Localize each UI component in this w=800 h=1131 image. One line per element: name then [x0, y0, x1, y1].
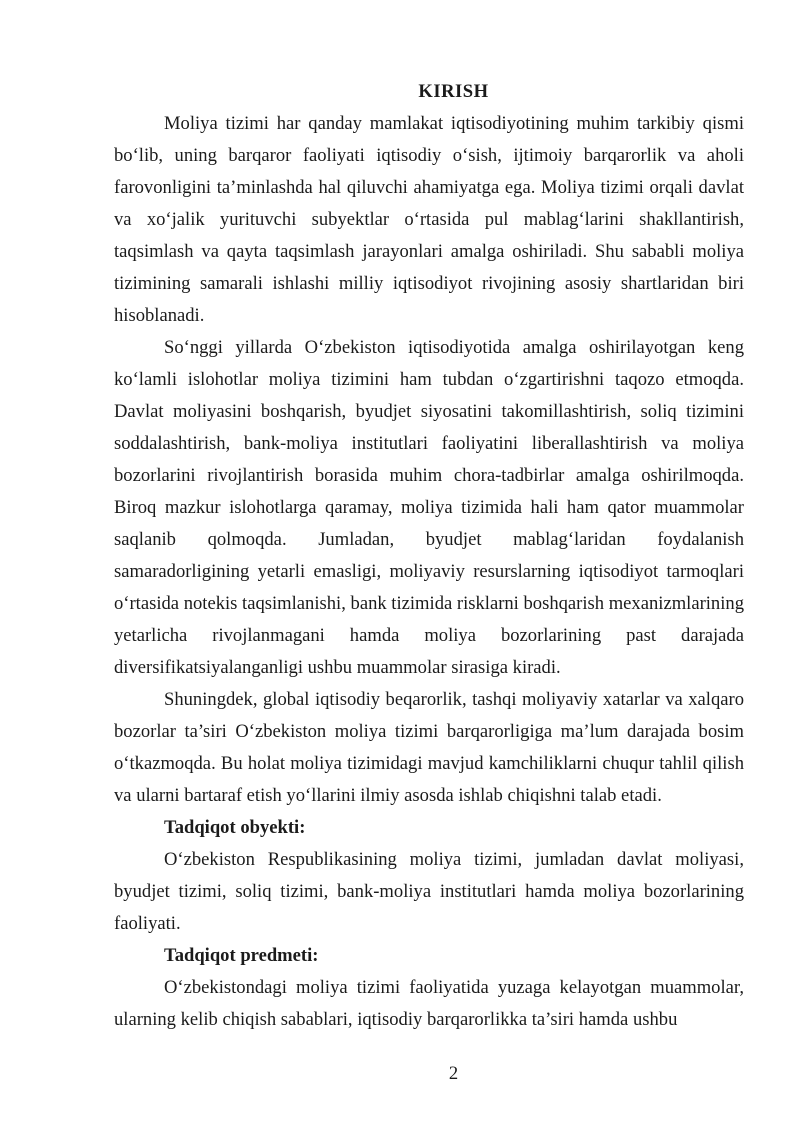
document-content — [114, 76, 744, 1036]
paragraph-intro-1: Moliya tizimi har qanday mamlakat iqtisodiyotining muhim tarkibiy qismi boʻlib, uning barqaror faoliyati iqtisodiy oʻsish, ijtimoiy barqarorlik va aholi farovonligini ta’minlashda hal qiluvchi ahamiyatga ega. Moliya tizimi orqali davlat va xoʻjalik yurituvchi subyektlar oʻrtasida pul mablagʻlarini shakllantirish, taqsimlash va qayta taqsimlash jarayonlari amalga oshiriladi. Shu sababli moliya tizimining samarali ishlashi milliy iqtisodiyot rivojining asosiy shartlaridan biri hisoblanadi. — [114, 113, 744, 326]
paragraph-reforms: Soʻnggi yillarda Oʻzbekiston iqtisodiyotida amalga oshirilayotgan keng koʻlamli islohotlar moliya tizimini ham tubdan oʻzgartirishni taqozo etmoqda. Davlat moliyasini boshqarish, byudjet siyosatini takomillashtirish, soliq tizimini soddalashtirish, bank-moliya institutlari faoliyatini liberallashtirish va moliya bozorlarini rivojlantirish borasida muhim chora-tadbirlar amalga oshirilmoqda. Biroq mazkur islohotlarga qaramay, moliya tizimida hali ham qator muammolar saqlanib qolmoqda. Jumladan, byudjet mablagʻlaridan foydalanish samaradorligining yetarli emasligi, moliyaviy resurslarning iqtisodiyot tarmoqlari oʻrtasida notekis taqsimlanishi, bank tizimida risklarni boshqarish mexanizmlarining yetarlicha rivojlanmagani hamda moliya bozorlarining past darajada diversifikatsiyalanganligi ushbu muammolar sirasiga kiradi. — [114, 337, 744, 678]
page-footer — [114, 1058, 744, 1090]
page-number: 2 — [448, 1063, 459, 1084]
section-heading-research-object: Tadqiqot obyekti: — [164, 817, 306, 838]
paragraph-research-subject: Oʻzbekistondagi moliya tizimi faoliyatida yuzaga kelayotgan muammolar, ularning kelib chiqish sabablari, iqtisodiy barqarorlikka ta’siri hamda ushbu — [114, 977, 744, 1030]
section-heading-research-subject: Tadqiqot predmeti: — [164, 945, 319, 966]
paragraph-research-object: Oʻzbekiston Respublikasining moliya tizimi, jumladan davlat moliyasi, byudjet tizimi, soliq tizimi, bank-moliya institutlari hamda moliya bozorlarining faoliyati. — [114, 849, 744, 934]
document-title: KIRISH — [418, 81, 489, 102]
paragraph-global-risks: Shuningdek, global iqtisodiy beqarorlik, tashqi moliyaviy xatarlar va xalqaro bozorlar ta’siri Oʻzbekiston moliya tizimi barqarorligiga ma’lum darajada bosim oʻtkazmoqda. Bu holat moliya tizimidagi mavjud kamchiliklarni chuqur tahlil qilish va ularni bartaraf etish yoʻllarini ilmiy asosda ishlab chiqishni talab etadi. — [114, 689, 744, 806]
